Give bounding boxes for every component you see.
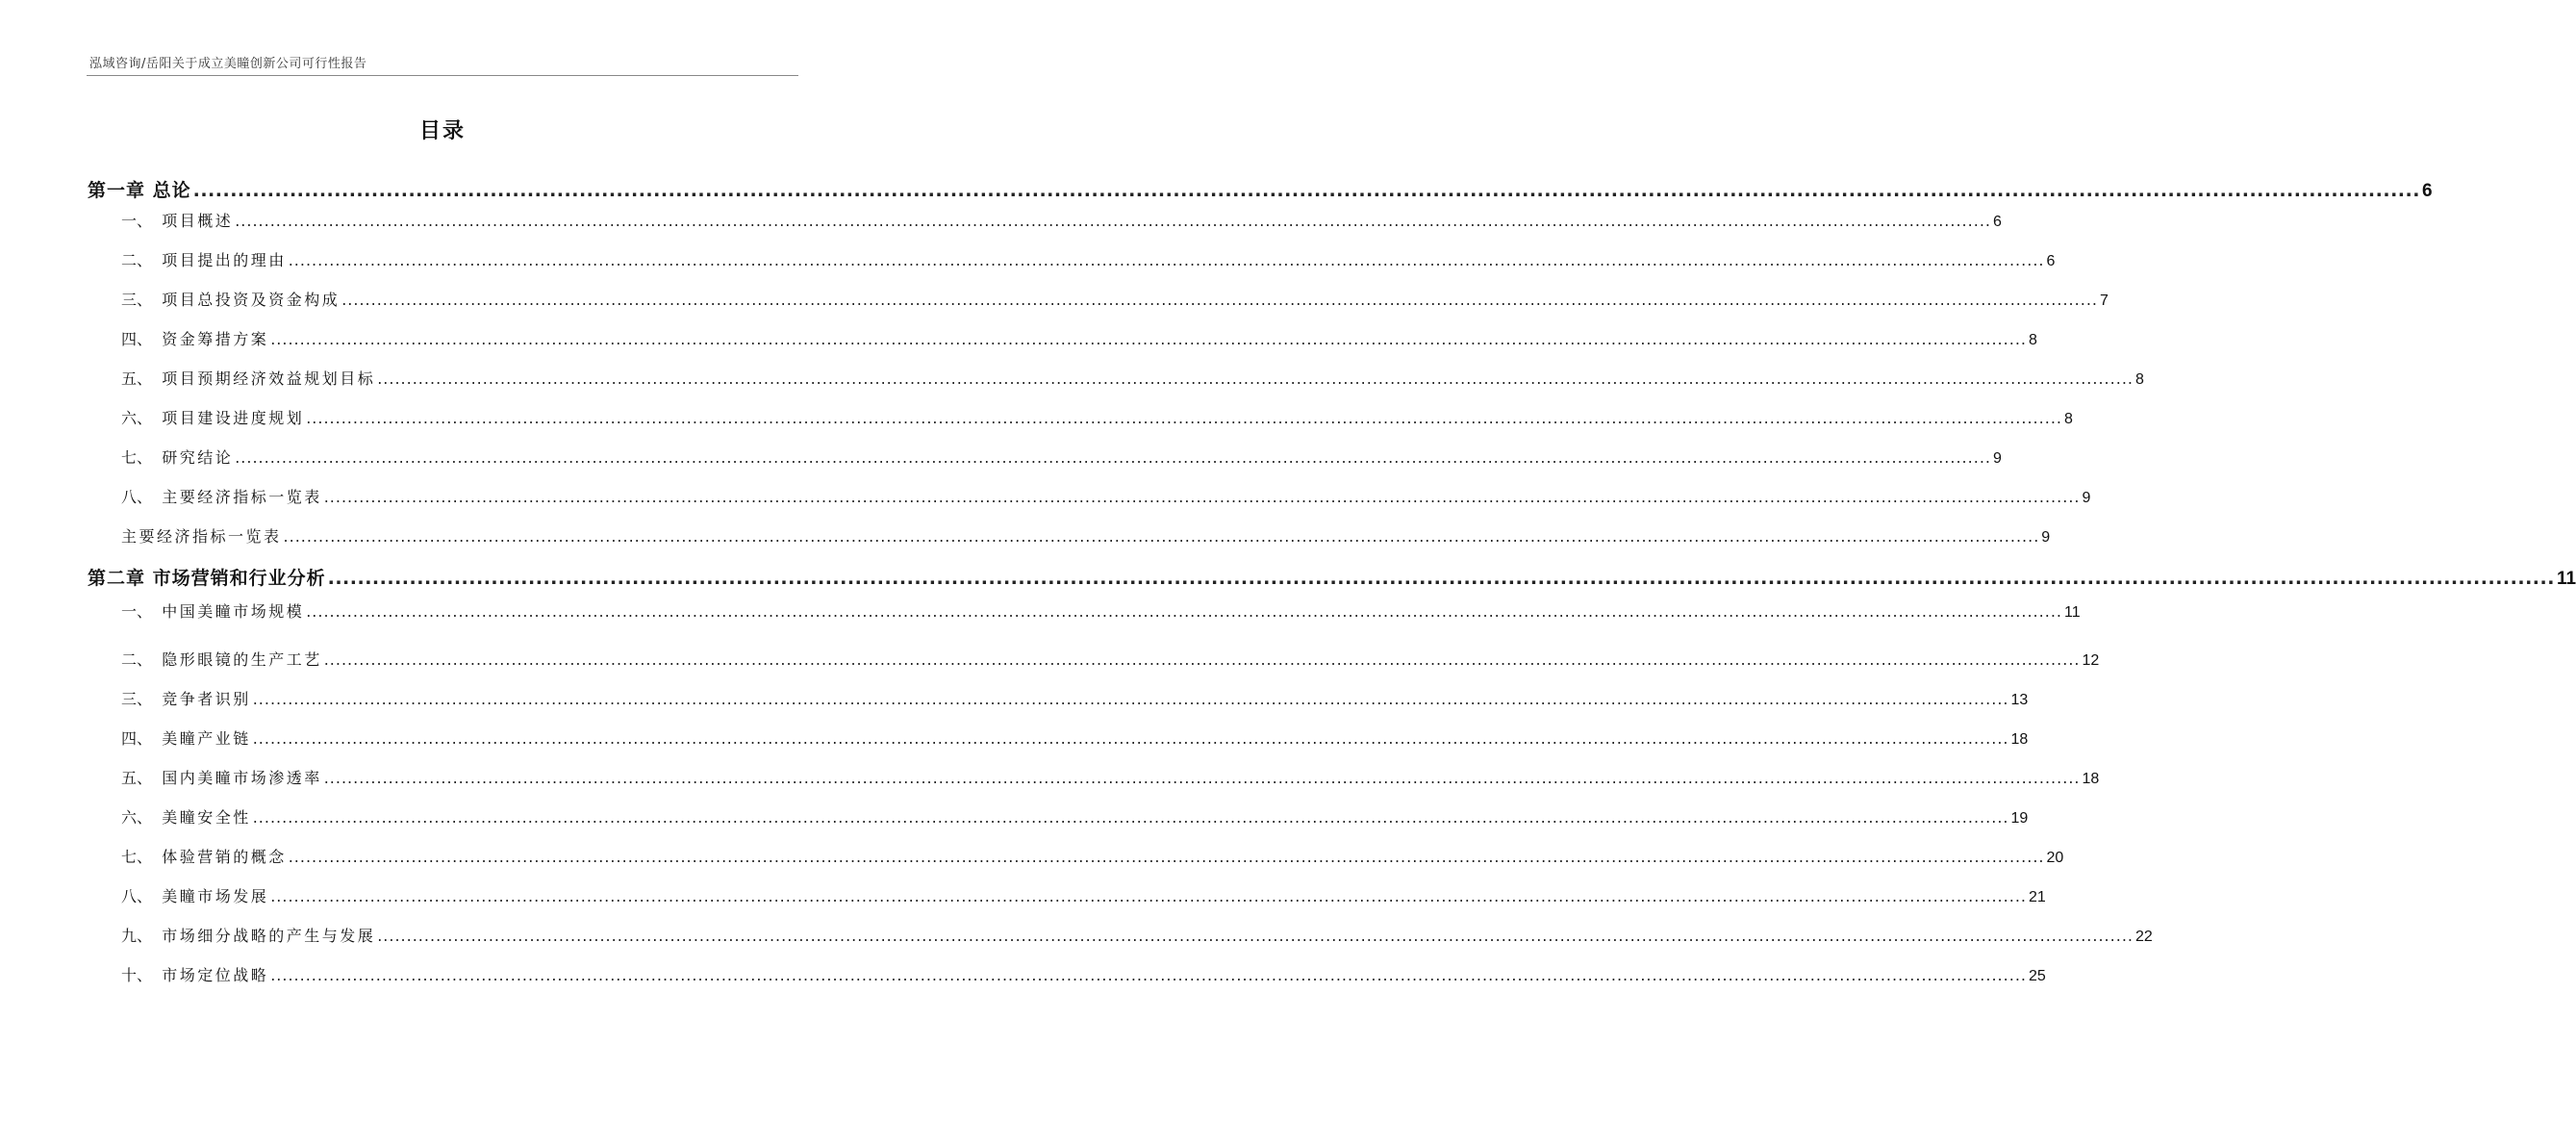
toc-page-number: 18 — [2082, 771, 2100, 787]
toc-entry-number: 八、 — [121, 488, 163, 506]
toc-entry-number: 一、 — [121, 602, 163, 621]
toc-dot-leader: ............................................................................................................................................................................................................................................................................................................ — [377, 927, 2134, 945]
toc-page-number: 9 — [2041, 529, 2051, 546]
toc-page-number: 9 — [1992, 450, 2002, 467]
toc-entry-label: 资金筹措方案 — [162, 330, 269, 348]
toc-entry-number: 六、 — [121, 808, 163, 827]
toc-entry-number: 十、 — [121, 966, 163, 984]
toc-page-number: 25 — [2028, 968, 2046, 984]
toc-dot-leader: ............................................................................................................................................................................................................................................................................................................ — [288, 848, 2045, 866]
toc-entry-label: 项目预期经济效益规划目标 — [162, 369, 376, 388]
toc-entry-label: 中国美瞳市场规模 — [162, 602, 305, 621]
toc-entry-label: 体验营销的概念 — [162, 848, 287, 866]
toc-dot-leader: ............................................................................................................................................................................................................................................................................................................ — [323, 488, 2081, 506]
toc-page-number: 11 — [2063, 604, 2081, 621]
toc-page-number: 8 — [2134, 371, 2144, 388]
toc-dot-leader: ............................................................................................................................................................................................................................................................................................................ — [235, 448, 1991, 467]
toc-page-number: 12 — [2082, 652, 2100, 669]
toc-entry-number: 五、 — [121, 369, 163, 388]
toc-page-number: 18 — [2010, 731, 2029, 748]
toc-page-number: 11 — [2556, 569, 2576, 589]
toc-entry-label: 国内美瞳市场渗透率 — [162, 769, 322, 787]
toc-entry-number: 一、 — [121, 212, 163, 230]
toc-section-entry[interactable] — [0, 726, 2029, 755]
toc-dot-leader: ............................................................................................................................................................................................................................................................................................................ — [192, 180, 2420, 201]
toc-dot-leader: ............................................................................................................................................................................................................................................................................................................ — [270, 887, 2027, 905]
toc-section-entry[interactable] — [0, 766, 2100, 795]
toc-entry-label: 主要经济指标一览表 — [121, 527, 282, 546]
toc-chapter-entry[interactable] — [0, 564, 2576, 593]
toc-section-entry[interactable] — [0, 884, 2046, 913]
toc-dot-leader: ............................................................................................................................................................................................................................................................................................................ — [377, 369, 2134, 388]
toc-entry-number: 七、 — [121, 448, 163, 467]
toc-dot-leader: ............................................................................................................................................................................................................................................................................................................ — [270, 966, 2027, 984]
toc-chapter-entry[interactable] — [0, 176, 2433, 205]
toc-entry-number: 九、 — [121, 927, 163, 945]
toc-entry-label: 第二章 市场营销和行业分析 — [88, 568, 326, 589]
toc-dot-leader: ............................................................................................................................................................................................................................................................................................................ — [306, 409, 2062, 427]
toc-entry-label: 项目提出的理由 — [162, 251, 287, 269]
toc-page-number: 22 — [2134, 929, 2153, 945]
toc-entry-number: 三、 — [121, 291, 163, 309]
toc-section-entry[interactable] — [0, 687, 2029, 716]
toc-entry-label: 竞争者识别 — [162, 690, 251, 708]
toc-page-number: 8 — [2028, 332, 2037, 348]
toc-entry-number: 五、 — [121, 769, 163, 787]
page-title: 目录 — [418, 119, 466, 143]
toc-page-number: 21 — [2028, 889, 2046, 905]
toc-entry-number: 七、 — [121, 848, 163, 866]
running-header: 泓域咨询/岳阳关于成立美瞳创新公司可行性报告 — [89, 57, 367, 71]
toc-section-entry[interactable] — [0, 599, 2081, 628]
toc-entry-label: 第一章 总论 — [88, 180, 191, 201]
toc-entry-number: 八、 — [121, 887, 163, 905]
toc-dot-leader: ............................................................................................................................................................................................................................................................................................................ — [341, 291, 2098, 309]
toc-entry-label: 项目建设进度规划 — [162, 409, 305, 427]
toc-entry-label: 市场定位战略 — [162, 966, 269, 984]
toc-dot-leader: ............................................................................................................................................................................................................................................................................................................ — [252, 808, 2009, 827]
toc-dot-leader: ............................................................................................................................................................................................................................................................................................................ — [306, 602, 2062, 621]
toc-dot-leader: ............................................................................................................................................................................................................................................................................................................ — [252, 729, 2009, 748]
toc-section-entry[interactable] — [0, 288, 2109, 317]
toc-page-number: 6 — [1992, 214, 2002, 230]
toc-page-number: 6 — [2421, 181, 2433, 201]
toc-section-entry[interactable] — [0, 367, 2144, 395]
toc-page-number: 9 — [2082, 490, 2091, 506]
toc-section-entry[interactable] — [0, 805, 2029, 834]
toc-page-number: 13 — [2010, 692, 2029, 708]
toc-section-entry[interactable] — [0, 209, 2002, 238]
toc-entry-label: 市场细分战略的产生与发展 — [162, 927, 376, 945]
toc-dot-leader: ............................................................................................................................................................................................................................................................................................................ — [323, 769, 2081, 787]
toc-page-number: 19 — [2010, 810, 2029, 827]
toc-entry-number: 六、 — [121, 409, 163, 427]
toc-dot-leader: ............................................................................................................................................................................................................................................................................................................ — [270, 330, 2027, 348]
toc-entry-label: 项目总投资及资金构成 — [162, 291, 341, 309]
toc-section-entry[interactable] — [0, 963, 2046, 992]
toc-dot-leader: ............................................................................................................................................................................................................................................................................................................ — [323, 650, 2081, 669]
toc-dot-leader: ............................................................................................................................................................................................................................................................................................................ — [327, 568, 2555, 589]
toc-entry-number: 四、 — [121, 729, 163, 748]
toc-dot-leader: ............................................................................................................................................................................................................................................................................................................ — [283, 527, 2040, 546]
toc-section-entry[interactable] — [0, 648, 2100, 676]
toc-section-entry[interactable] — [0, 327, 2037, 356]
toc-entry-number: 四、 — [121, 330, 163, 348]
toc-entry-label: 美瞳产业链 — [162, 729, 251, 748]
toc-section-entry[interactable] — [0, 248, 2056, 277]
toc-section-entry[interactable] — [0, 485, 2091, 514]
toc-section-entry[interactable] — [0, 446, 2002, 474]
toc-entry-number: 二、 — [121, 251, 163, 269]
toc-section-entry[interactable] — [0, 406, 2073, 435]
toc-entry-label: 项目概述 — [162, 212, 234, 230]
toc-section-entry[interactable] — [0, 845, 2064, 874]
toc-entry-label: 美瞳市场发展 — [162, 887, 269, 905]
toc-entry-number: 三、 — [121, 690, 163, 708]
toc-page-number: 8 — [2063, 411, 2073, 427]
toc-section-entry[interactable] — [0, 524, 2051, 553]
toc-page-number: 20 — [2046, 850, 2064, 866]
toc-page-number: 7 — [2099, 293, 2109, 309]
toc-entry-label: 主要经济指标一览表 — [162, 488, 322, 506]
toc-page-number: 6 — [2046, 253, 2056, 269]
toc-dot-leader: ............................................................................................................................................................................................................................................................................................................ — [288, 251, 2045, 269]
toc-dot-leader: ............................................................................................................................................................................................................................................................................................................ — [252, 690, 2009, 708]
toc-entry-label: 美瞳安全性 — [162, 808, 251, 827]
toc-dot-leader: ............................................................................................................................................................................................................................................................................................................ — [235, 212, 1991, 230]
toc-entry-label: 隐形眼镜的生产工艺 — [162, 650, 322, 669]
toc-entry-number: 二、 — [121, 650, 163, 669]
toc-entry-label: 研究结论 — [162, 448, 234, 467]
toc-section-entry[interactable] — [0, 924, 2153, 953]
header-divider — [87, 75, 798, 76]
